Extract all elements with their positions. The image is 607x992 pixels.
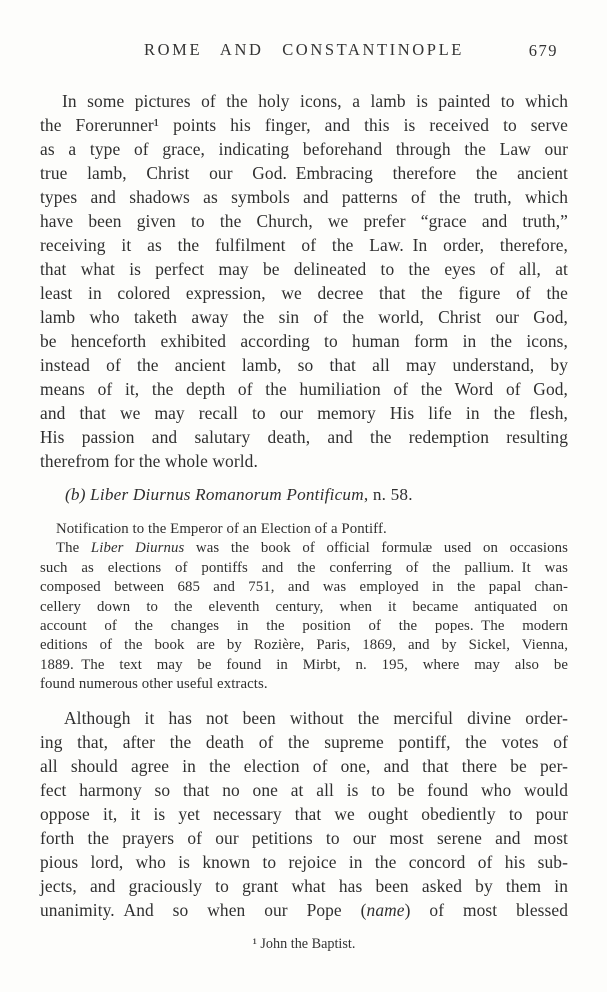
text-line: Although it has not been without the merciful divine order-	[64, 707, 568, 728]
text-line: the Forerunner¹ points his finger, and this is received to serve	[40, 115, 568, 135]
text-line: ing that, after the death of the supreme pontiff, the votes of	[40, 731, 568, 752]
text-line: lamb who taketh away the sin of the world, Christ our God,	[40, 307, 568, 327]
text-line	[40, 539, 568, 558]
text-line: types and shadows as symbols and patterns of the truth, which	[40, 187, 568, 207]
text-line: His passion and salutary death, and the redemption resulting	[40, 427, 568, 447]
italic-text: name	[366, 899, 405, 920]
running-header	[40, 40, 568, 60]
note-paragraph	[40, 539, 568, 694]
note-intro-line	[40, 520, 568, 539]
text-segment: unanimity. And so when our Pope (	[40, 899, 367, 920]
text-line: forth the prayers of our petitions to our most serene and most	[40, 827, 568, 848]
text-line: oppose it, it is yet necessary that we ought obediently to pour	[40, 803, 568, 824]
footnote-text: ¹ John the Baptist.	[252, 935, 356, 952]
text-line: means of it, the depth of the humiliation of the Word of God,	[40, 379, 568, 399]
text-line: therefrom for the whole world.	[40, 451, 258, 471]
text-segment: , n. 58.	[363, 485, 413, 504]
text-line: as a type of grace, indicating beforehand through the Law our	[40, 139, 568, 159]
text-line: that what is perfect may be delineated to the eyes of all, at	[40, 259, 568, 279]
page-number: 679	[528, 41, 558, 60]
text-line: fect harmony so that no one at all is to be found who would	[40, 779, 568, 800]
text-line: least in colored expression, we decree that the figure of the	[40, 283, 568, 303]
text-line: instead of the ancient lamb, so that all may understand, by	[40, 355, 568, 375]
text-line: editions of the book are by Rozière, Paris, 1869, and by Sickel, Vienna,	[40, 637, 568, 654]
section-heading	[40, 483, 568, 507]
text-line: be henceforth exhibited according to human form in the icons,	[40, 331, 568, 351]
italic-text: Liber Diurnus	[90, 540, 185, 557]
text-line: jects, and graciously to grant what has been asked by them in	[40, 875, 568, 896]
quote-paragraph	[40, 89, 568, 473]
text-line: account of the changes in the position of the popes. The modern	[40, 618, 568, 635]
text-segment: ) of most blessed	[404, 899, 568, 920]
text-line	[65, 483, 568, 507]
running-title: ROME AND CONSTANTINOPLE	[144, 40, 464, 59]
text-line: 1889. The text may be found in Mirbt, n. 195, where may also be	[40, 656, 568, 673]
text-line: have been given to the Church, we prefer “grace and truth,”	[40, 211, 568, 231]
text-line: and that we may recall to our memory His life in the flesh,	[40, 403, 568, 423]
text-line: such as elections of pontiffs and the conferring of the pallium. It was	[40, 559, 568, 576]
text-line: true lamb, Christ our God. Embracing therefore the ancient	[40, 163, 568, 183]
text-line: pious lord, who is known to rejoice in the concord of his sub-	[40, 851, 568, 872]
text-line: cellery down to the eleventh century, when it became antiquated on	[40, 598, 568, 615]
letter-paragraph	[40, 706, 568, 922]
italic-text: (b) Liber Diurnus Romanorum Pontificum	[65, 485, 364, 504]
text-line	[40, 898, 568, 922]
text-line: found numerous other useful extracts.	[40, 676, 268, 693]
text-line: receiving it as the fulfilment of the Law. In order, therefore,	[40, 235, 568, 255]
text-segment: The	[56, 540, 91, 557]
text-line: Notification to the Emperor of an Election of a Pontiff.	[56, 521, 387, 537]
text-line: composed between 685 and 751, and was employed in the papal chan-	[40, 579, 568, 596]
text-line: all should agree in the election of one, and that there be per-	[40, 755, 568, 776]
text-line: In some pictures of the holy icons, a lamb is painted to which	[62, 91, 568, 111]
text-segment: was the book of official formulæ used on occasions	[184, 540, 569, 557]
footnote	[40, 935, 568, 953]
